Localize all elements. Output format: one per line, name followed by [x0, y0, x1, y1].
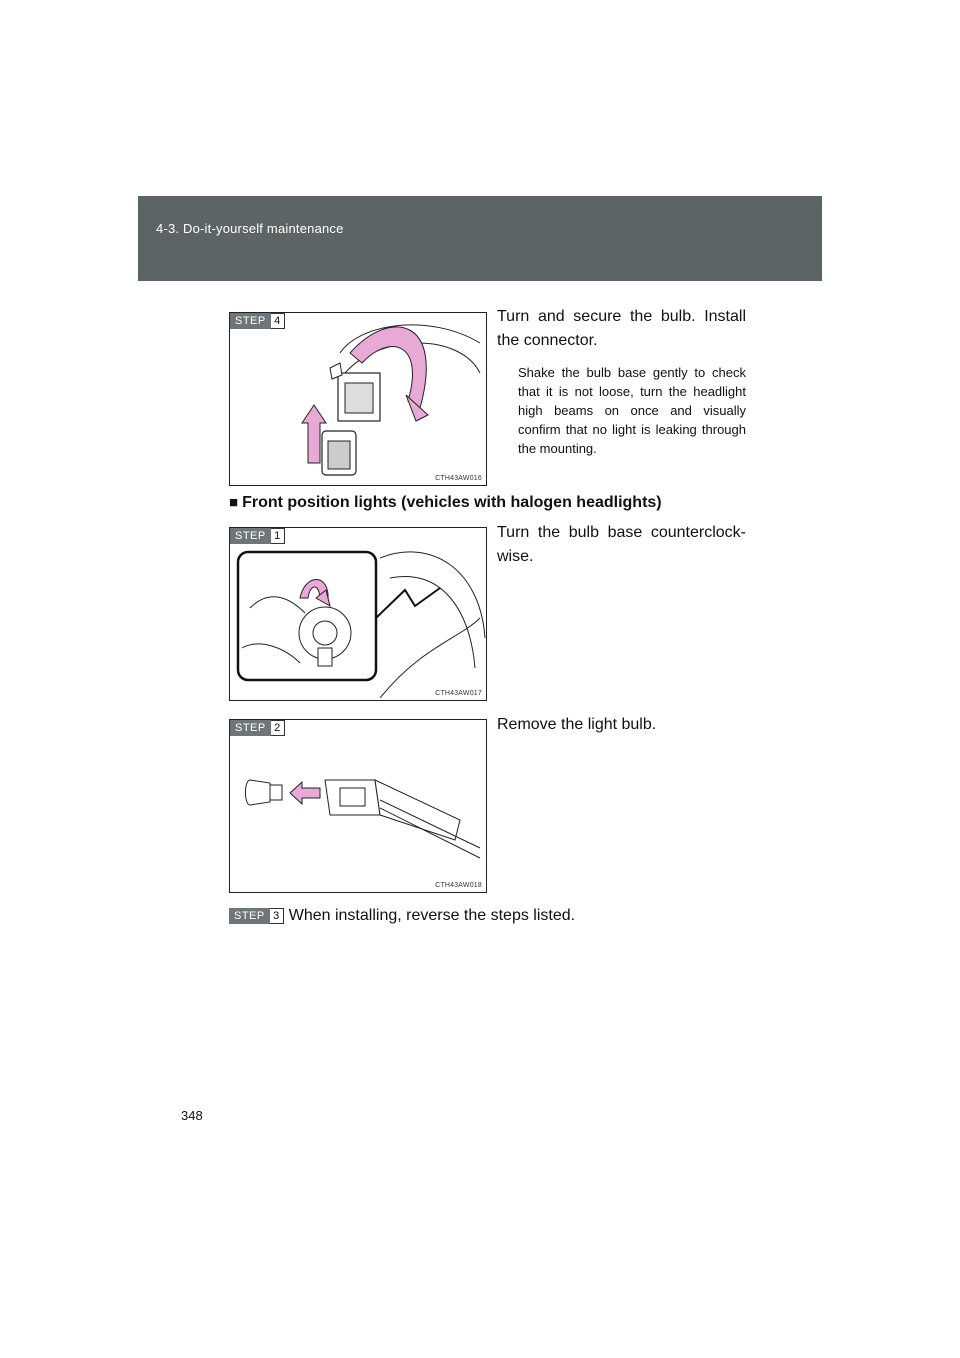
- figure-step-1: [229, 527, 487, 701]
- step-badge-number: 2: [271, 720, 285, 736]
- step-badge: [230, 313, 285, 329]
- step-4-text: Turn and secure the bulb. Install the connector.: [497, 308, 746, 349]
- section-marker: ■: [229, 494, 239, 511]
- remove-bulb-illustration: [230, 720, 486, 892]
- step-badge-label: STEP: [229, 908, 270, 924]
- step-badge-label: STEP: [230, 528, 271, 544]
- figure-code: CTH43AW018: [435, 882, 482, 889]
- step-badge: [230, 720, 285, 736]
- figure-step-4: [229, 312, 487, 486]
- step-badge-number: 4: [271, 313, 285, 329]
- section-header-band: [138, 196, 822, 281]
- step-badge-number: 3: [270, 908, 284, 924]
- step-1-text: Turn the bulb base counterclock-wise.: [497, 524, 746, 565]
- step-3-text: When installing, reverse the steps listed.: [288, 907, 576, 924]
- section-heading-text: Front position lights (vehicles with halogen headlights): [242, 494, 662, 511]
- step-badge: [230, 528, 285, 544]
- figure-code: CTH43AW016: [435, 475, 482, 482]
- step-2-text: Remove the light bulb.: [497, 716, 657, 733]
- step-badge-label: STEP: [230, 720, 271, 736]
- section-heading: [229, 494, 662, 512]
- step-badge-label: STEP: [230, 313, 271, 329]
- bulb-base-turn-illustration: [230, 528, 486, 700]
- page-number: 348: [181, 1108, 203, 1123]
- figure-step-2: [229, 719, 487, 893]
- headlight-bulb-install-illustration: [230, 313, 486, 485]
- step-badge-number: 1: [271, 528, 285, 544]
- section-title: 4-3. Do-it-yourself maintenance: [156, 221, 344, 236]
- figure-code: CTH43AW017: [435, 690, 482, 697]
- step-3-row: [229, 907, 575, 925]
- step-badge: [229, 908, 284, 924]
- step-4-note: Shake the bulb base gently to check that it is not loose, turn the headlight high beams on once and visually confirm that no light is leaking through the mounting.: [518, 365, 746, 456]
